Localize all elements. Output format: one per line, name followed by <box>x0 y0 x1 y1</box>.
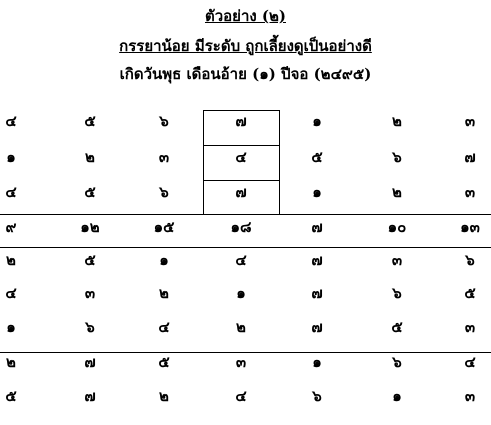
birth-date-line: เกิดวันพุธ เดือนอ้าย (๑) ปีจอ (๒๔๙๕) <box>119 65 372 83</box>
table-cell: ๕ <box>391 318 403 336</box>
table-rule-2 <box>0 247 491 248</box>
table-cell: ๓ <box>391 251 403 269</box>
table-cell: ๖ <box>392 353 402 371</box>
table-cell: ๕ <box>5 387 17 405</box>
table-cell: ๔ <box>5 284 17 302</box>
table-cell: ๑๘ <box>230 218 252 236</box>
subtitle: กรรยาน้อย มีระดับ ถูกเลี้ยงดูเป็นอย่างดี <box>119 37 372 55</box>
table-cell: ๑๒ <box>80 218 100 236</box>
table-cell: ๓ <box>84 284 96 302</box>
table-cell: ๑ <box>159 251 169 269</box>
table-cell: ๖ <box>392 284 402 302</box>
table-cell: ๑ <box>312 353 322 371</box>
box-divider-2 <box>203 180 279 181</box>
table-cell: ๗ <box>464 148 476 166</box>
table-cell: ๗ <box>311 251 323 269</box>
table-cell: ๗ <box>235 112 247 130</box>
table-cell: ๑ <box>312 112 322 130</box>
table-cell: ๔ <box>464 353 476 371</box>
table-cell: ๖ <box>312 387 322 405</box>
table-cell: ๕ <box>464 284 476 302</box>
table-cell: ๗ <box>84 353 96 371</box>
table-cell: ๗ <box>235 183 247 201</box>
table-cell: ๔ <box>158 318 170 336</box>
table-cell: ๓ <box>464 318 476 336</box>
table-rule-1 <box>0 214 491 215</box>
table-cell: ๗ <box>311 284 323 302</box>
table-cell: ๔ <box>235 251 247 269</box>
table-cell: ๑๕ <box>153 218 175 236</box>
table-cell: ๔ <box>5 112 17 130</box>
page-title: ตัวอย่าง (๒) <box>204 7 286 25</box>
box-right-border <box>279 110 280 214</box>
table-cell: ๖ <box>392 148 402 166</box>
table-cell: ๖ <box>159 112 169 130</box>
table-cell: ๗ <box>311 218 323 236</box>
table-cell: ๕ <box>311 148 323 166</box>
table-cell: ๓ <box>464 112 476 130</box>
table-cell: ๑๐ <box>387 218 407 236</box>
table-cell: ๕ <box>84 251 96 269</box>
table-cell: ๒ <box>236 318 246 336</box>
table-cell: ๒ <box>85 148 95 166</box>
box-left-border <box>203 110 204 214</box>
table-cell: ๒ <box>392 112 402 130</box>
table-cell: ๑ <box>6 148 16 166</box>
table-cell: ๑ <box>312 183 322 201</box>
table-rule-3 <box>0 352 491 353</box>
table-cell: ๕ <box>84 183 96 201</box>
box-divider-1 <box>203 145 279 146</box>
table-cell: ๖ <box>159 183 169 201</box>
table-cell: ๓ <box>235 353 247 371</box>
table-cell: ๑ <box>236 284 246 302</box>
table-cell: ๓ <box>464 387 476 405</box>
table-cell: ๓ <box>464 183 476 201</box>
table-cell: ๒ <box>6 251 16 269</box>
table-cell: ๗ <box>311 318 323 336</box>
table-cell: ๔ <box>5 183 17 201</box>
table-cell: ๖ <box>465 251 475 269</box>
table-cell: ๔ <box>235 148 247 166</box>
box-top-border <box>203 110 279 111</box>
table-cell: ๔ <box>235 387 247 405</box>
table-cell: ๒ <box>159 387 169 405</box>
table-cell: ๗ <box>84 387 96 405</box>
table-cell: ๕ <box>158 353 170 371</box>
table-cell: ๒ <box>159 284 169 302</box>
table-cell: ๓ <box>158 148 170 166</box>
table-cell: ๒ <box>392 183 402 201</box>
table-cell: ๕ <box>84 112 96 130</box>
table-cell: ๙ <box>5 218 17 236</box>
table-cell: ๖ <box>85 318 95 336</box>
table-cell: ๒ <box>6 353 16 371</box>
table-cell: ๑ <box>392 387 402 405</box>
table-cell: ๑ <box>6 318 16 336</box>
table-cell: ๑๓ <box>460 218 480 236</box>
